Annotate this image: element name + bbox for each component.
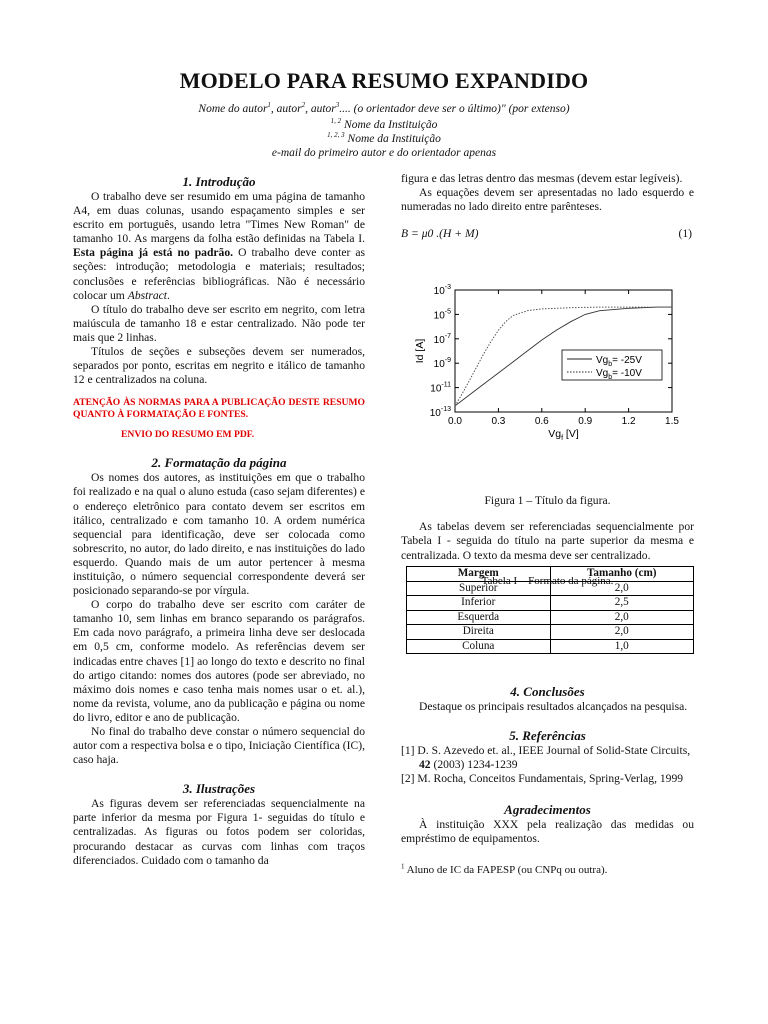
warning-formatting: ATENÇÃO ÀS NORMAS PARA A PUBLICAÇÃO DESTE RESUMO QUANTO À FORMATAÇÃO E FONTES. [73, 397, 365, 421]
y-tick-label: $10^{-9}$ [433, 357, 451, 371]
y-tick-label: $10^{-11}$ [430, 381, 451, 395]
illus-paragraph-3: As tabelas devem ser referenciadas sequencialmente por Tabela I - seguida do título na parte superior da mesma e centralizada. O texto da mesma deve ser centralizado. [401, 520, 694, 562]
x-tick-label: 1.5 [665, 416, 679, 427]
equation-row [401, 224, 694, 244]
table-header-size: Tamanho (cm) [550, 567, 694, 582]
table-row [407, 639, 694, 654]
email-line: e-mail do primeiro autor e do orientador apenas [271, 147, 497, 159]
x-tick-label: 1.2 [621, 416, 636, 427]
author-2: , autor [270, 103, 302, 115]
table-cell: Coluna [407, 639, 551, 654]
table-cell: 2,0 [550, 625, 694, 640]
x-tick-label: 0.3 [491, 416, 506, 427]
reference-1 [401, 744, 694, 772]
format-table [406, 566, 694, 654]
equation-number: (1) [678, 227, 692, 241]
reference-2: [2] M. Rocha, Conceitos Fundamentais, Spring-Verlag, 1999 [401, 772, 684, 786]
illus-paragraph-2: As equações devem ser apresentadas no lado esquerdo e numeradas no lado direito entre parênteses. [401, 186, 694, 214]
x-tick-label: 0.9 [578, 416, 593, 427]
x-axis-label: $Vg_f$ [V] [548, 428, 579, 442]
section-heading-formatting: 2. Formatação da página [151, 455, 287, 471]
institution-1-name: Nome da Instituição [341, 119, 438, 131]
author-3: , autor [305, 103, 336, 115]
legend-label-1: $Vg_b= -25V$ [596, 355, 642, 368]
table-cell: 1,0 [550, 639, 694, 654]
conclusions-paragraph: Destaque os principais resultados alcançados na pesquisa. [419, 700, 688, 713]
table-row [407, 596, 694, 611]
intro-p1-bold: Esta página já está no padrão. [73, 246, 234, 260]
section-heading-references: 5. Referências [509, 728, 586, 744]
table-cell: 2,0 [550, 610, 694, 625]
institution-2-sup: 1, 2, 3 [327, 131, 345, 140]
table-cell: Esquerda [407, 610, 551, 625]
table-row [407, 610, 694, 625]
institution-2-name: Nome da Instituição [344, 133, 441, 145]
paper-title: MODELO PARA RESUMO EXPANDIDO [179, 68, 589, 93]
intro-p1-text: O trabalho deve ser resumido em uma página de tamanho A4, em duas colunas, usando espaçamento simples e ser escrito em português, usando letra "Times New Roman" de tamanho 10. As margens da folha estão definidas na Tabela I. [73, 190, 365, 246]
author-1-sup: 1 [267, 101, 271, 110]
intro-paragraph-1 [73, 190, 365, 303]
intro-p1-text-2: O trabalho deve conter as seções: introdução; metodologia e materiais; resultados; conclusões e referências bibliográficas. Não é necessário colocar um [73, 246, 365, 302]
y-axis-label: Id [A] [414, 338, 426, 364]
right-column-lower [401, 684, 694, 877]
y-tick-label: $10^{-7}$ [433, 332, 451, 346]
y-tick-label: $10^{-3}$ [433, 284, 451, 297]
footnote [401, 863, 694, 877]
intro-paragraph-2: O título do trabalho deve ser escrito em negrito, com letra maiúscula de tamanho 18 e estar centralizado. Não pode ter mais que 2 linhas. [73, 302, 365, 344]
table-cell: Inferior [407, 596, 551, 611]
table-cell: 2,0 [550, 581, 694, 596]
legend-label-2: $Vg_b= -10V$ [596, 368, 642, 381]
author-1: Nome do autor [198, 103, 268, 115]
y-tick-label: $10^{-5}$ [433, 308, 451, 322]
x-tick-label: 0.0 [448, 416, 462, 427]
illus-paragraph-1: As figuras devem ser referenciadas sequencialmente na parte inferior da mesma por Figura 1- seguidas do título e centralizadas. As figuras ou fotos podem ser coloridas, procurando destacar as curvas com linhas com traços diferenciados. Cuidado com o tamanho da [73, 797, 365, 867]
reference-1-text: [1] D. S. Azevedo et. al., IEEE Journal of Solid-State Circuits, [401, 744, 691, 758]
illus-paragraph-1-cont: figura e das letras dentro das mesmas (devem estar legíveis). [401, 172, 683, 185]
footnote-text: Aluno de IC da FAPESP (ou CNPq ou outra). [404, 863, 608, 876]
acknowledgments-paragraph: À instituição XXX pela realização das medidas ou empréstimo de equipamentos. [401, 818, 694, 846]
table-header-margin: Margem [407, 567, 551, 582]
equation: B = μ0 .(H + M) [401, 227, 479, 241]
reference-1-end: (2003) 1234-1239 [430, 758, 518, 772]
author-3-sup: 3 [335, 101, 340, 110]
institution-2 [0, 133, 768, 145]
section-heading-conclusions: 4. Conclusões [510, 684, 585, 699]
x-tick-label: 0.6 [534, 416, 549, 427]
table-header-row [407, 567, 694, 582]
author-note: .... (o orientador deve ser o último)" (por extenso) [339, 103, 570, 115]
warning-pdf: ENVIO DO RESUMO EM PDF. [121, 429, 255, 441]
institution-1-sup: 1, 2 [330, 117, 342, 126]
section-heading-acknowledgments: Agradecimentos [504, 802, 591, 818]
format-paragraph-3: No final do trabalho deve constar o número sequencial do autor com a respectiva bolsa e o tipo, Iniciação Científica (IC), caso haja. [73, 725, 365, 767]
table-cell: 2,5 [550, 596, 694, 611]
left-column [73, 174, 365, 868]
institution-1 [0, 119, 768, 131]
intro-p1-italic: Abstract [127, 288, 168, 302]
chart-root [414, 284, 679, 442]
table-row [407, 625, 694, 640]
section-heading-introduction: 1. Introdução [182, 174, 256, 189]
reference-1-volume: 42 [419, 758, 431, 772]
table-caption: Tabela I – Formato da página. [481, 574, 614, 587]
table-row [407, 581, 694, 596]
table-cell: Superior [407, 581, 551, 596]
footnote-sup: 1 [401, 861, 405, 870]
figure-caption: Figura 1 – Título da figura. [484, 494, 611, 508]
author-2-sup: 2 [301, 101, 306, 110]
intro-paragraph-3: Títulos de seções e subseções devem ser numerados, separados por ponto, escritas em negrito e itálico de tamanho 12 e centralizados na coluna. [73, 345, 365, 387]
format-paragraph-2: O corpo do trabalho deve ser escrito com caráter de tamanho 10, sem linhas em branco separando os parágrafos. Em cada novo parágrafo, a primeira linha deve ser deslocada em 0,5 cm, conforme modelo. As referências devem ser indicadas entre chaves [1] ao longo do texto e descrito no final do artigo citando: nomes dos autores (pode ser abreviado, no máximo dois nomes e caso tenha mais nomes usar o et. al.), nome da revista, volume, ano da publicação e página ou nome do livro, editor e ano de publicação. [73, 598, 365, 724]
y-tick-label: $10^{-13}$ [429, 406, 451, 419]
section-heading-illustrations: 3. Ilustrações [182, 781, 256, 797]
table-cell: Direita [407, 625, 551, 640]
intro-p1-end: . [167, 288, 170, 302]
authors-line [0, 103, 768, 115]
format-paragraph-1: Os nomes dos autores, as instituições em que o trabalho foi realizado e na qual o aluno estuda (caso sejam diferentes) e o endereço eletrônico para contato devem ser escritos em itálico, centralizado e com tamanho 10. A ordem numérica sequencial para identificação, deve ser colocada como sobrescrito, no autor, do lado direito, e nas instituições do lado esquerdo. Quando mais de um autor pertencer à mesma instituição, o número sequencial correspondente deverá ser posicionado separando-se por vírgula. [73, 471, 365, 598]
figure-chart [410, 278, 690, 448]
